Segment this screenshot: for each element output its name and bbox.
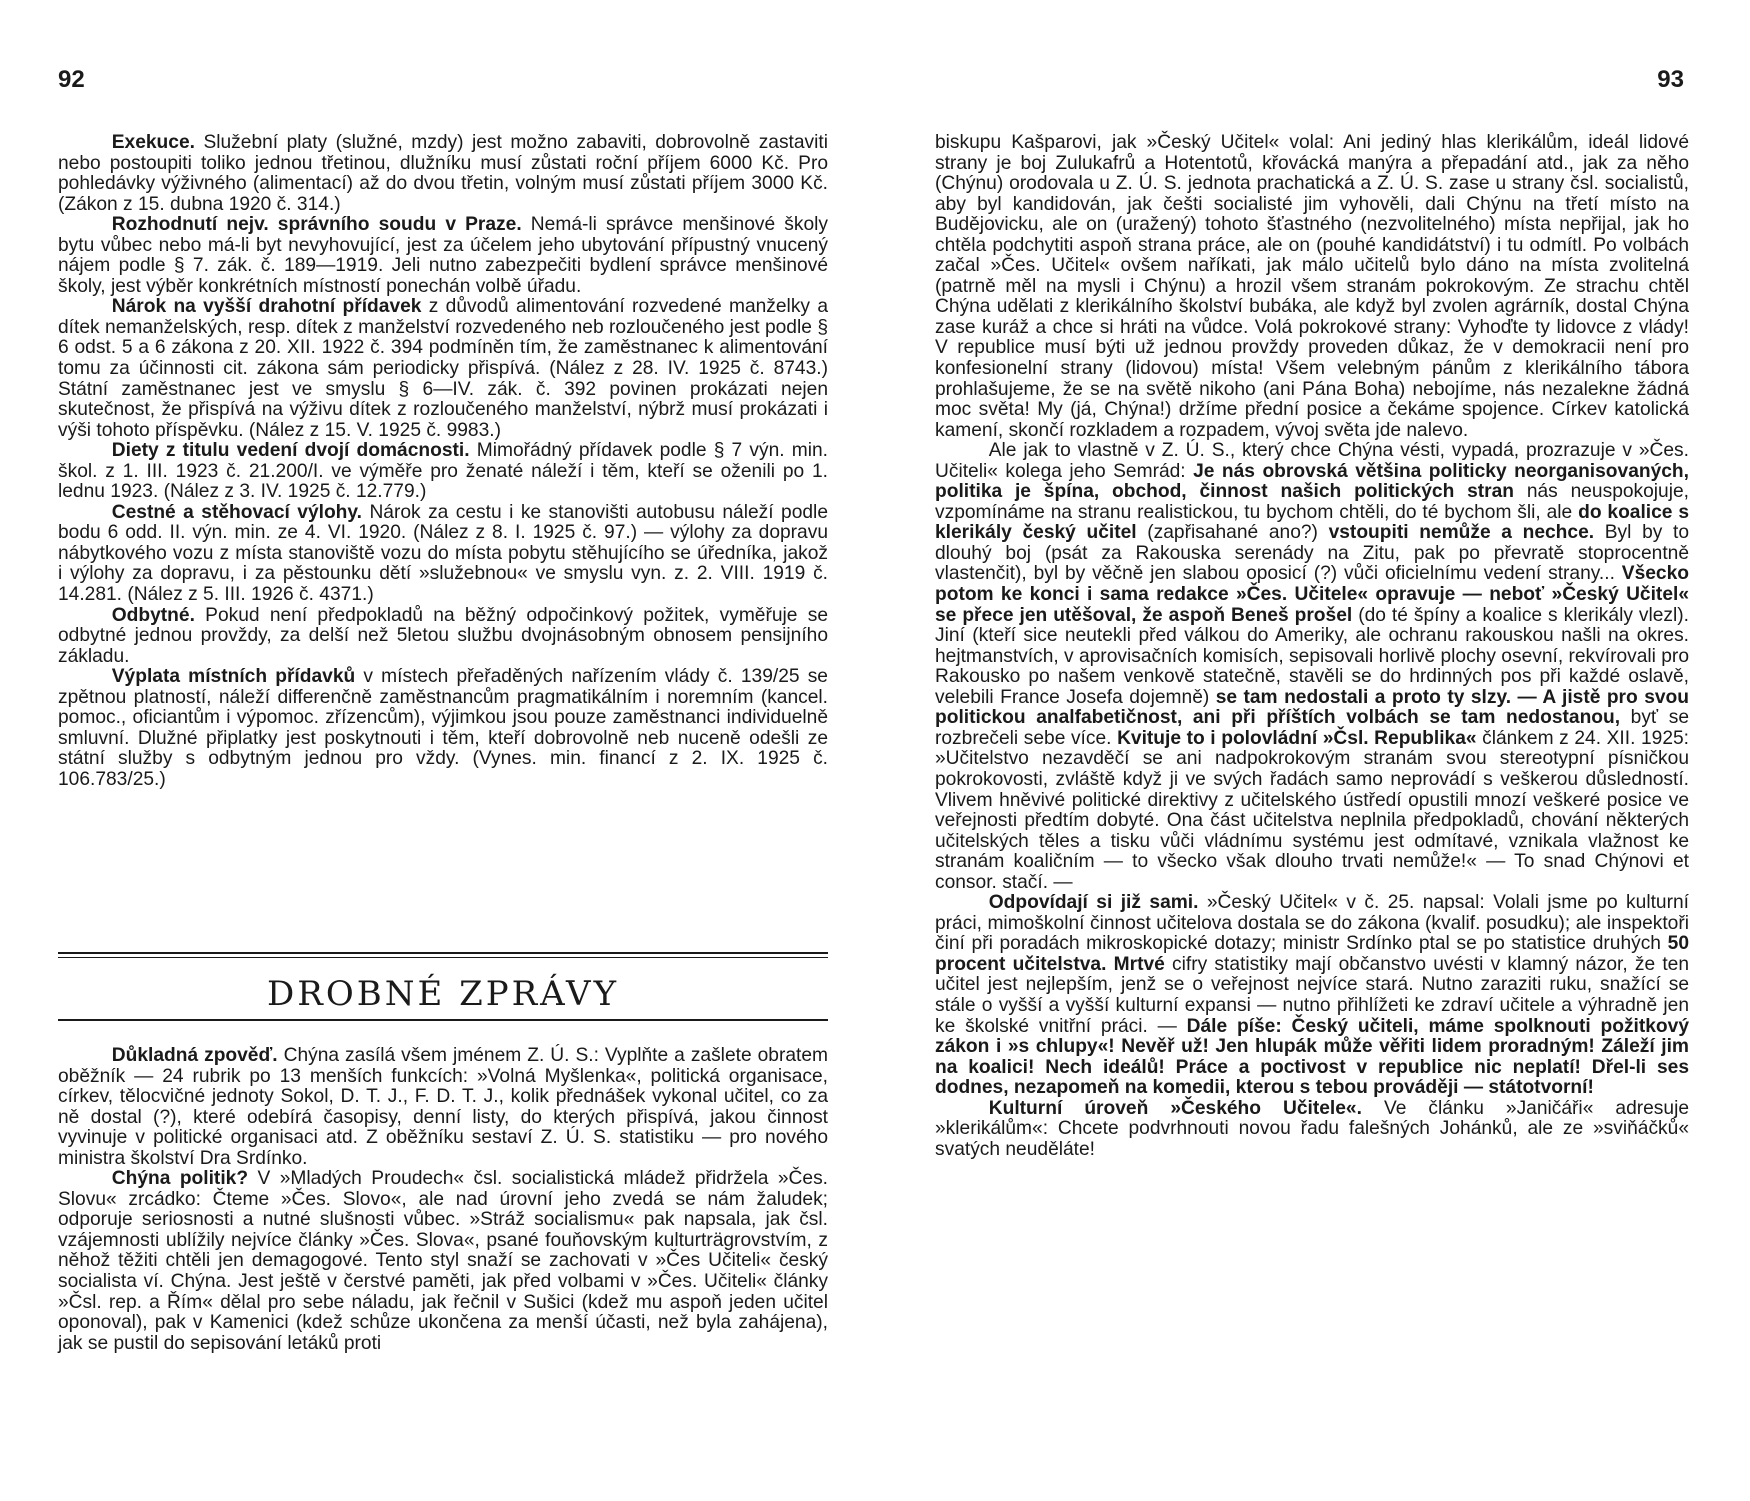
paragraph [935, 1099, 1689, 1161]
paragraph-text: z důvodů alimentování rozvedené manželky a dítek nemanželských, resp. dítek z manželství rozvedeného neb rozloučeného jest podle § 6 odst. 5 a 6 zákona z 20. XII. 1922 č. 394 podmíněn tím, že zaměstnanec k alimentování tomu za účinnosti cit. zákona sám periodicky přispívá. (Nález z 28. IV. 1925 č. 8743.) Státní zaměstnanec jest ve smyslu § 6—IV. zák. č. 392 povinen prokázati nejen skutečnost, že přispívá na výživu dítek z rozloučeného manželství, nýbrž musí prokázati i výši tohoto příspěvku. (Nález z 15. V. 1925 č. 9983.) [58, 296, 828, 441]
paragraph-text: Byl by to dlouhý boj (psát za Rakouska serenády na Zitu, pak po převratě stoprocentně vlastenčit), byl by věčně jen slabou oposicí (?) vůči oficielnímu vedení strany... [935, 522, 1689, 585]
bold-text: Všecko potom ke konci i sama redakce »Čes. Učitele« opravuje — neboť »Český Učitel« se přece jen utěšoval, že aspoň Beneš prošel [935, 563, 1689, 626]
paragraph [58, 667, 828, 790]
paragraph-heading: Kulturní úroveň »Českého Učitele«. [988, 1097, 1362, 1119]
paragraph-heading: Odpovídají si již sami. [988, 892, 1199, 914]
bold-text: se tam nedostali a proto ty slzy. — A jistě pro svou politickou analfabetičnost, ani při příštích volbách se tam nedostanou, [935, 686, 1689, 729]
paragraph [58, 441, 828, 503]
news-item [58, 1169, 828, 1354]
paragraph-heading: Výplata místních přídavků [111, 666, 356, 688]
right-column [935, 133, 1689, 1160]
section-title: DROBNÉ ZPRÁVY [266, 974, 620, 1014]
paragraph [58, 297, 828, 441]
news-text: V »Mladých Proudech« čsl. socialistická mládež přidržela »Čes. Slovu« zrcádko: Čteme »Čes. Slovo«, ale nad úrovní jeho zvedá se nám žaludek; odporuje seriosnosti a nutné slušnosti vůbec. »Stráž socialismu« pak napsala, jak čsl. vzájemnosti ublížily nejvíce články »Čes. Slova«, psané fouňovským kulturträgrovstvím, z něhož těžiti chtěli jen demagogové. Tento styl snaží se zachovati v »Čes Učiteli« český socialista ví. Chýna. Jest ještě v čerstvé paměti, jak před volbami v »Čes. Učiteli« články »Čsl. rep. a Řím« dělal pro sebe náladu, jak řečnil v Sušici (kdež mu aspoň jeden učitel oponoval), pak v Kamenici (kdež schůze ukončena za menší účasti, než byla zahájena), jak se pustil do sepisování letáků proti [58, 1168, 828, 1354]
news-text: Chýna zasílá všem jménem Z. Ú. S.: Vyplňte a zašlete obratem oběžník — 24 rubrik po 13 menších funkcích: »Volná Myšlenka«, politická organisace, církev, tělocvičné jednoty Sokol, D. T. J., F. D. T. J., kolik přednášek vykonal učitel, co za ně dostal (?), které odebírá časopisy, denní listy, do kterých přispívá, jakou činnost vyvinuje v politické organisaci atd. Z oběžníku sestaví Z. Ú. S. statistiku — pro nového ministra školství Dra Srdínko. [58, 1045, 828, 1169]
news-item [58, 1046, 828, 1169]
paragraph-heading: Diety z titulu vedení dvojí domácnosti. [111, 440, 470, 462]
paragraph-text: Mimořádný přídavek podle § 7 výn. min. škol. z 1. III. 1923 č. 21.200/I. ve výměře pro ženaté náleží i těm, kteří se oženili po 1. lednu 1923. (Nález z 3. IV. 1925 č. 12.779.) [58, 440, 828, 503]
paragraph [58, 503, 828, 606]
paragraph-text: (do té špíny a koalice s klerikály vlezl). Jiní (kteří sice neutekli před válkou do Ameriky, ale ochranu rakouskou našli na okres. hejtmanstvích, v aprovisačních komisích, sepisovali horlivě plochy osevní, rekvírovali pro Rakousko po našem venkově statečně, stavěli se do hrdinných pos při každé oslavě, velebili France Josefa dojemně) [935, 604, 1690, 708]
paragraph-heading: Nárok na vyšší drahotní přídavek [111, 296, 422, 318]
bold-text: Je nás obrovská většina politicky neorganisovaných, politika je špína, obchod, činnost našich politických stran [935, 460, 1689, 503]
news-heading: Důkladná zpověď. [111, 1045, 278, 1066]
paragraph-text: byť se rozbrečeli sebe více. [935, 707, 1689, 749]
paragraph-heading: Cestné a stěhovací výlohy. [111, 501, 362, 523]
paragraph-text: Pokud není předpokladů na běžný odpočinkový požitek, vyměřuje se odbytné jednou provždy, za delší než 5letou službu dvojnásobným obnosem pensijního základu. [58, 604, 828, 667]
paragraph [935, 893, 1689, 1098]
paragraph [935, 441, 1689, 893]
paragraph-text: článkem z 24. XII. 1925: »Učitelstvo nezavděčí se ani nadpokrokovým stranám svou stereotypní písničkou pokrokovosti, zvláště když ji ve svých řadách samo neprovádí s veškerou důsledností. Vlivem hněvivé politické direktivy z učitelského ústředí opustili mnozí veškeré posice ve veřejnosti předtím dobyté. Ona část učitelstva neplnila předpokladů, chování některých učitelských těles a tisku vůči vládnímu systému jest odmítavé, vznikala vlažnost ke stranám koaličním — to všecko však dlouho trvati nemůže!« — To snad Chýnovi et consor. stačí. — [935, 727, 1689, 893]
page-number-left: 92 [58, 66, 85, 93]
paragraph [58, 133, 828, 215]
left-column-top [58, 133, 828, 791]
paragraph-text: Nemá-li správce menšinové školy bytu vůbec nebo má-li byt nevyhovující, jest za účelem jeho ubytování přípustný vnucený nájem podle § 7. zák. č. 189—1919. Jeli nutno zabezpečiti bydlení správce menšinové školy, jest výběr konkrétních místností ponechán volbě úřadu. [58, 214, 828, 297]
paragraph-text: biskupu Kašparovi, jak »Český Učitel« volal: Ani jediný hlas klerikálům, ideál lidové strany je boj Zulukafrů a Hotentotů, křovácká manýra a přepadání atd., jak za něho (Chýnu) orodovala u Z. Ú. S. jednota prachatická a Z. Ú. S. zase u strany čsl. socialistů, aby byl kandidován, jak češti socialisté jim vyhověli, dali Chýnu na třetí místo na Budějovicku, ale on (uražený) tohoto šťastného (nezvolitelného) místa nepřijal, jak ho chtěla podchytiti aspoň strana práce, ale on (pouhé kandidátství) i tu odmítl. Po volbách začal »Čes. Učitel« ovšem naříkati, jak málo učitelů bylo dáno na místa zvolitelná (patrně měl na mysli i Chýnu) a hrozil všem stranám pokrokovým. Ze strachu chtěl Chýna udělati z klerikálního školství bubáka, ale když byl zvolen agrárník, dostal Chýna zase kuráž a chce si hráti na vůdce. Volá pokrokové strany: Vyhoďte ty lidovce z vlády! V republice musí býti už jednou provždy proveden důkaz, že v demokracii není pro konfesionelní strany (lidovou) místa! Všem velebným pánům z klerikálního tábora prohlašujeme, že se na světě nikoho (ani Pána Boha) nebojíme, nás nezaleknе žádná moc světa! My (já, Chýna!) držíme přední posice a čekáme spojence. Církev katolická kamení, skončí rozkladem a rozpadem, vývoj světa jde nalevo. [935, 132, 1689, 441]
page-number-right: 93 [1657, 66, 1684, 93]
header-rule [58, 1019, 828, 1021]
right-page [875, 0, 1750, 1501]
bold-text: do koalice s klerikály český učitel [935, 501, 1690, 544]
paragraph-text: Ale jak to vlastně v Z. Ú. S., který chce Chýna vésti, vypadá, prozrazuje v »Čes. Učiteli« kolega jeho Semrád: [935, 440, 1689, 482]
paragraph-text: cifry statistiky mají občanstvo uvésti v klamný názor, že ten učitel jest nejlepším, jenž se o veřejnost nejvíce stará. Nutno zaraziti ruku, snažící se stále o vyšší a vyšší kulturní expansi — nutno přihlížeti ke zdraví učitele a výhradně jen ke školské vnitřní práci. — [935, 953, 1689, 1037]
bold-text: 50 procent učitelstva. Mrtvé [935, 933, 1689, 975]
paragraph-text: Služební platy (služné, mzdy) jest možno zabaviti, dobrovolně zastaviti nebo postoupiti toliko jednou třetinou, dlužníku musí zůstati roční příjem 6000 Kč. Pro pohledávky výživného (alimentací) až do dvou třetin, volným musí zůstati příjem 3000 Kč. (Zákon z 15. dubna 1920 č. 314.) [58, 132, 828, 215]
paragraph-text: nás neuspokojuje, vzpomínáme na stranu realistickou, tu bychom chtěli, do té bychom šli, ale [935, 481, 1689, 523]
paragraph [58, 215, 828, 297]
paragraph [58, 606, 828, 668]
bold-text: vstoupiti nemůže a nechce. [1328, 522, 1595, 544]
news-heading: Chýna politik? [111, 1168, 249, 1190]
paragraph-text: (zapřisahané ano?) [1136, 522, 1329, 544]
bold-text: Kvituje to i polovládní »Čsl. Republika« [1117, 727, 1477, 749]
paragraph-text: »Český Učitel« v č. 25. napsal: Volali jsme po kulturní práci, mimoškolní činnost učitelova dostala se do zákona (kvalif. posudku); ale inspektoři činí při poradách mikroskopické dotazy; ministr Srdínko ptal se po statistice druhých [935, 892, 1689, 955]
paragraph-heading: Exekuce. [111, 132, 195, 153]
paragraph-text: Nárok za cestu i ke stanovišti autobusu náleží podle bodu 6 odd. II. výn. min. ze 4. VI. 1920. (Nález z 8. I. 1925 č. 97.) — výlohy za dopravu nábytkového vozu z místa stanoviště vozu do místa pobytu stěhujícího se úředníka, jakož i výlohy za dopravu, i za pěstounku dětí »služebnou« ve smyslu vyn. z. 2. VIII. 1919 č. 14.281. (Nález z 5. III. 1926 č. 4371.) [58, 501, 828, 606]
bold-text: Dále píše: Český učiteli, máme spolknouti požitkový zákon i »s chlupy«! Nevěř už! Jen hlupák může věřiti lidem proradným! Záleží jim na koalici! Nech ideálů! Práce a poctivost v republice nic neplatí! Dřel-li ses dodnes, nezapomeň na komedii, kterou s tebou prováději — státotvorní! [935, 1015, 1689, 1099]
paragraph-text: Ve článku »Janičáři« adresuje »klerikálům«: Chcete podvrhnouti novou řadu falešných Johánků, ale ze »sviňáčků« svatých neuděláte! [935, 1097, 1689, 1160]
section-header [58, 952, 828, 1032]
paragraph-heading: Rozhodnutí nejv. správního soudu v Praze. [111, 214, 522, 236]
left-column-news [58, 1046, 828, 1354]
paragraph-heading: Odbytné. [111, 604, 195, 626]
paragraph [935, 133, 1689, 441]
header-rule [58, 957, 828, 958]
header-rule [58, 952, 828, 954]
paragraph-text: v místech přeřaděných nařízením vlády č. 139/25 se zpětnou platností, náleží differenčně zaměstnancům pragmatikálním i noremním (kancel. pomoc., oficiantům i výpomoc. zřízencům), výjimkou jsou pouze zaměstnanci individuelně smluvní. Dlužné připlatky jest poskytnouti i těm, kteří dobrovolně neb nuceně odešli ze státní služby s odbytným jednou pro vždy. (Vynes. min. financí z 2. IX. 1925 č. 106.783/25.) [58, 666, 828, 790]
